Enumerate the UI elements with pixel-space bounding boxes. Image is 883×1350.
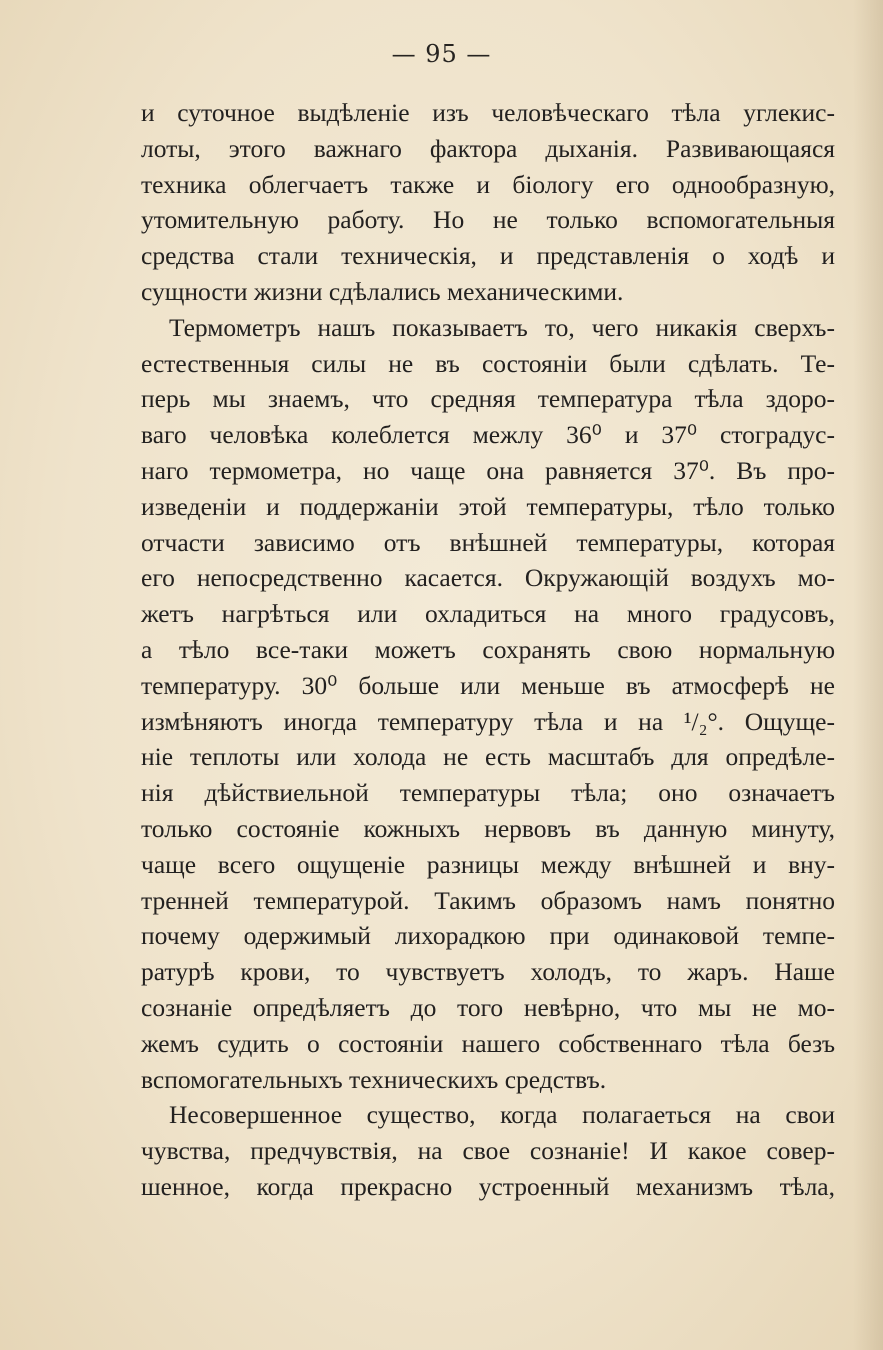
text-line: отчасти зависимо отъ внѣшней температуры, которая [141,527,835,557]
text-line: его непосредственно касается. Окружающій воздухъ мо- [141,563,835,593]
paragraph [141,1097,835,1204]
paragraph [141,310,835,1098]
text-line: сознаніе опредѣляетъ до того невѣрно, что мы не мо- [141,992,835,1022]
page-number: — 95 — [391,40,492,68]
text-line: Термометръ нашъ показываетъ то, чего никакія сверхъ- [169,312,835,342]
text-line: естественныя силы не въ состояніи были сдѣлать. Те- [141,348,835,378]
text-line: чаще всего ощущеніе разницы между внѣшней и вну- [141,849,835,879]
text-line: наго термометра, но чаще она равняется 37⁰. Въ про- [141,455,835,485]
page-edge-shadow [853,0,883,1350]
text-line: техника облегчаетъ также и біологу его однообразную, [141,169,835,199]
text-line: температуру. 30⁰ больше или меньше въ атмосферѣ не [141,670,835,700]
text-line: вспомогательныхъ техническихъ средствъ. [141,1064,607,1094]
text-line: почему одержимый лихорадкою при одинаковой темпе- [141,921,835,951]
body-text [141,95,835,1205]
text-line: ваго человѣка колеблется межлу 36⁰ и 37⁰ стоградус- [141,420,835,450]
text-line: тренней температурой. Такимъ образомъ намъ понятно [141,885,835,915]
text-line: нія дѣйствиельной температуры тѣла; оно означаетъ [141,778,835,808]
text-line: а тѣло все-таки можетъ сохранять свою нормальную [141,634,835,664]
text-line: лоты, этого важнаго фактора дыханія. Развивающаяся [141,133,835,163]
text-line: утомительную работу. Но не только вспомогательныя [141,205,835,235]
text-line: шенное, когда прекрасно устроенный механизмъ тѣла, [141,1171,835,1201]
text-line: Несовершенное существо, когда полагаеться на свои [169,1100,835,1130]
text-line: измѣняютъ иногда температуру тѣла и на ¹/₂°. Ощуще- [141,706,835,736]
text-line: перь мы знаемъ, что средняя температура тѣла здоро- [141,384,835,414]
text-line: ніе теплоты или холода не есть масштабъ для опредѣле- [141,742,835,772]
text-line: и суточное выдѣленіе изъ человѣческаго тѣла углекис- [141,98,835,127]
text-line: ратурѣ крови, то чувствуетъ холодъ, то жаръ. Наше [141,957,835,987]
text-line: средства стали техническія, и представленія о ходѣ и [141,241,835,271]
paragraph [141,95,835,310]
text-line: изведеніи и поддержаніи этой температуры, тѣло только [141,491,835,521]
text-line: только состояніе кожныхъ нервовъ въ данную минуту, [141,813,835,843]
text-line: жетъ нагрѣться или охладиться на много градусовъ, [141,599,835,629]
text-line: чувства, предчувствія, на свое сознаніе! И какое совер- [141,1136,835,1166]
text-line: сущности жизни сдѣлались механическими. [141,276,624,306]
text-line: жемъ судить о состояніи нашего собственнаго тѣла безъ [141,1028,835,1058]
